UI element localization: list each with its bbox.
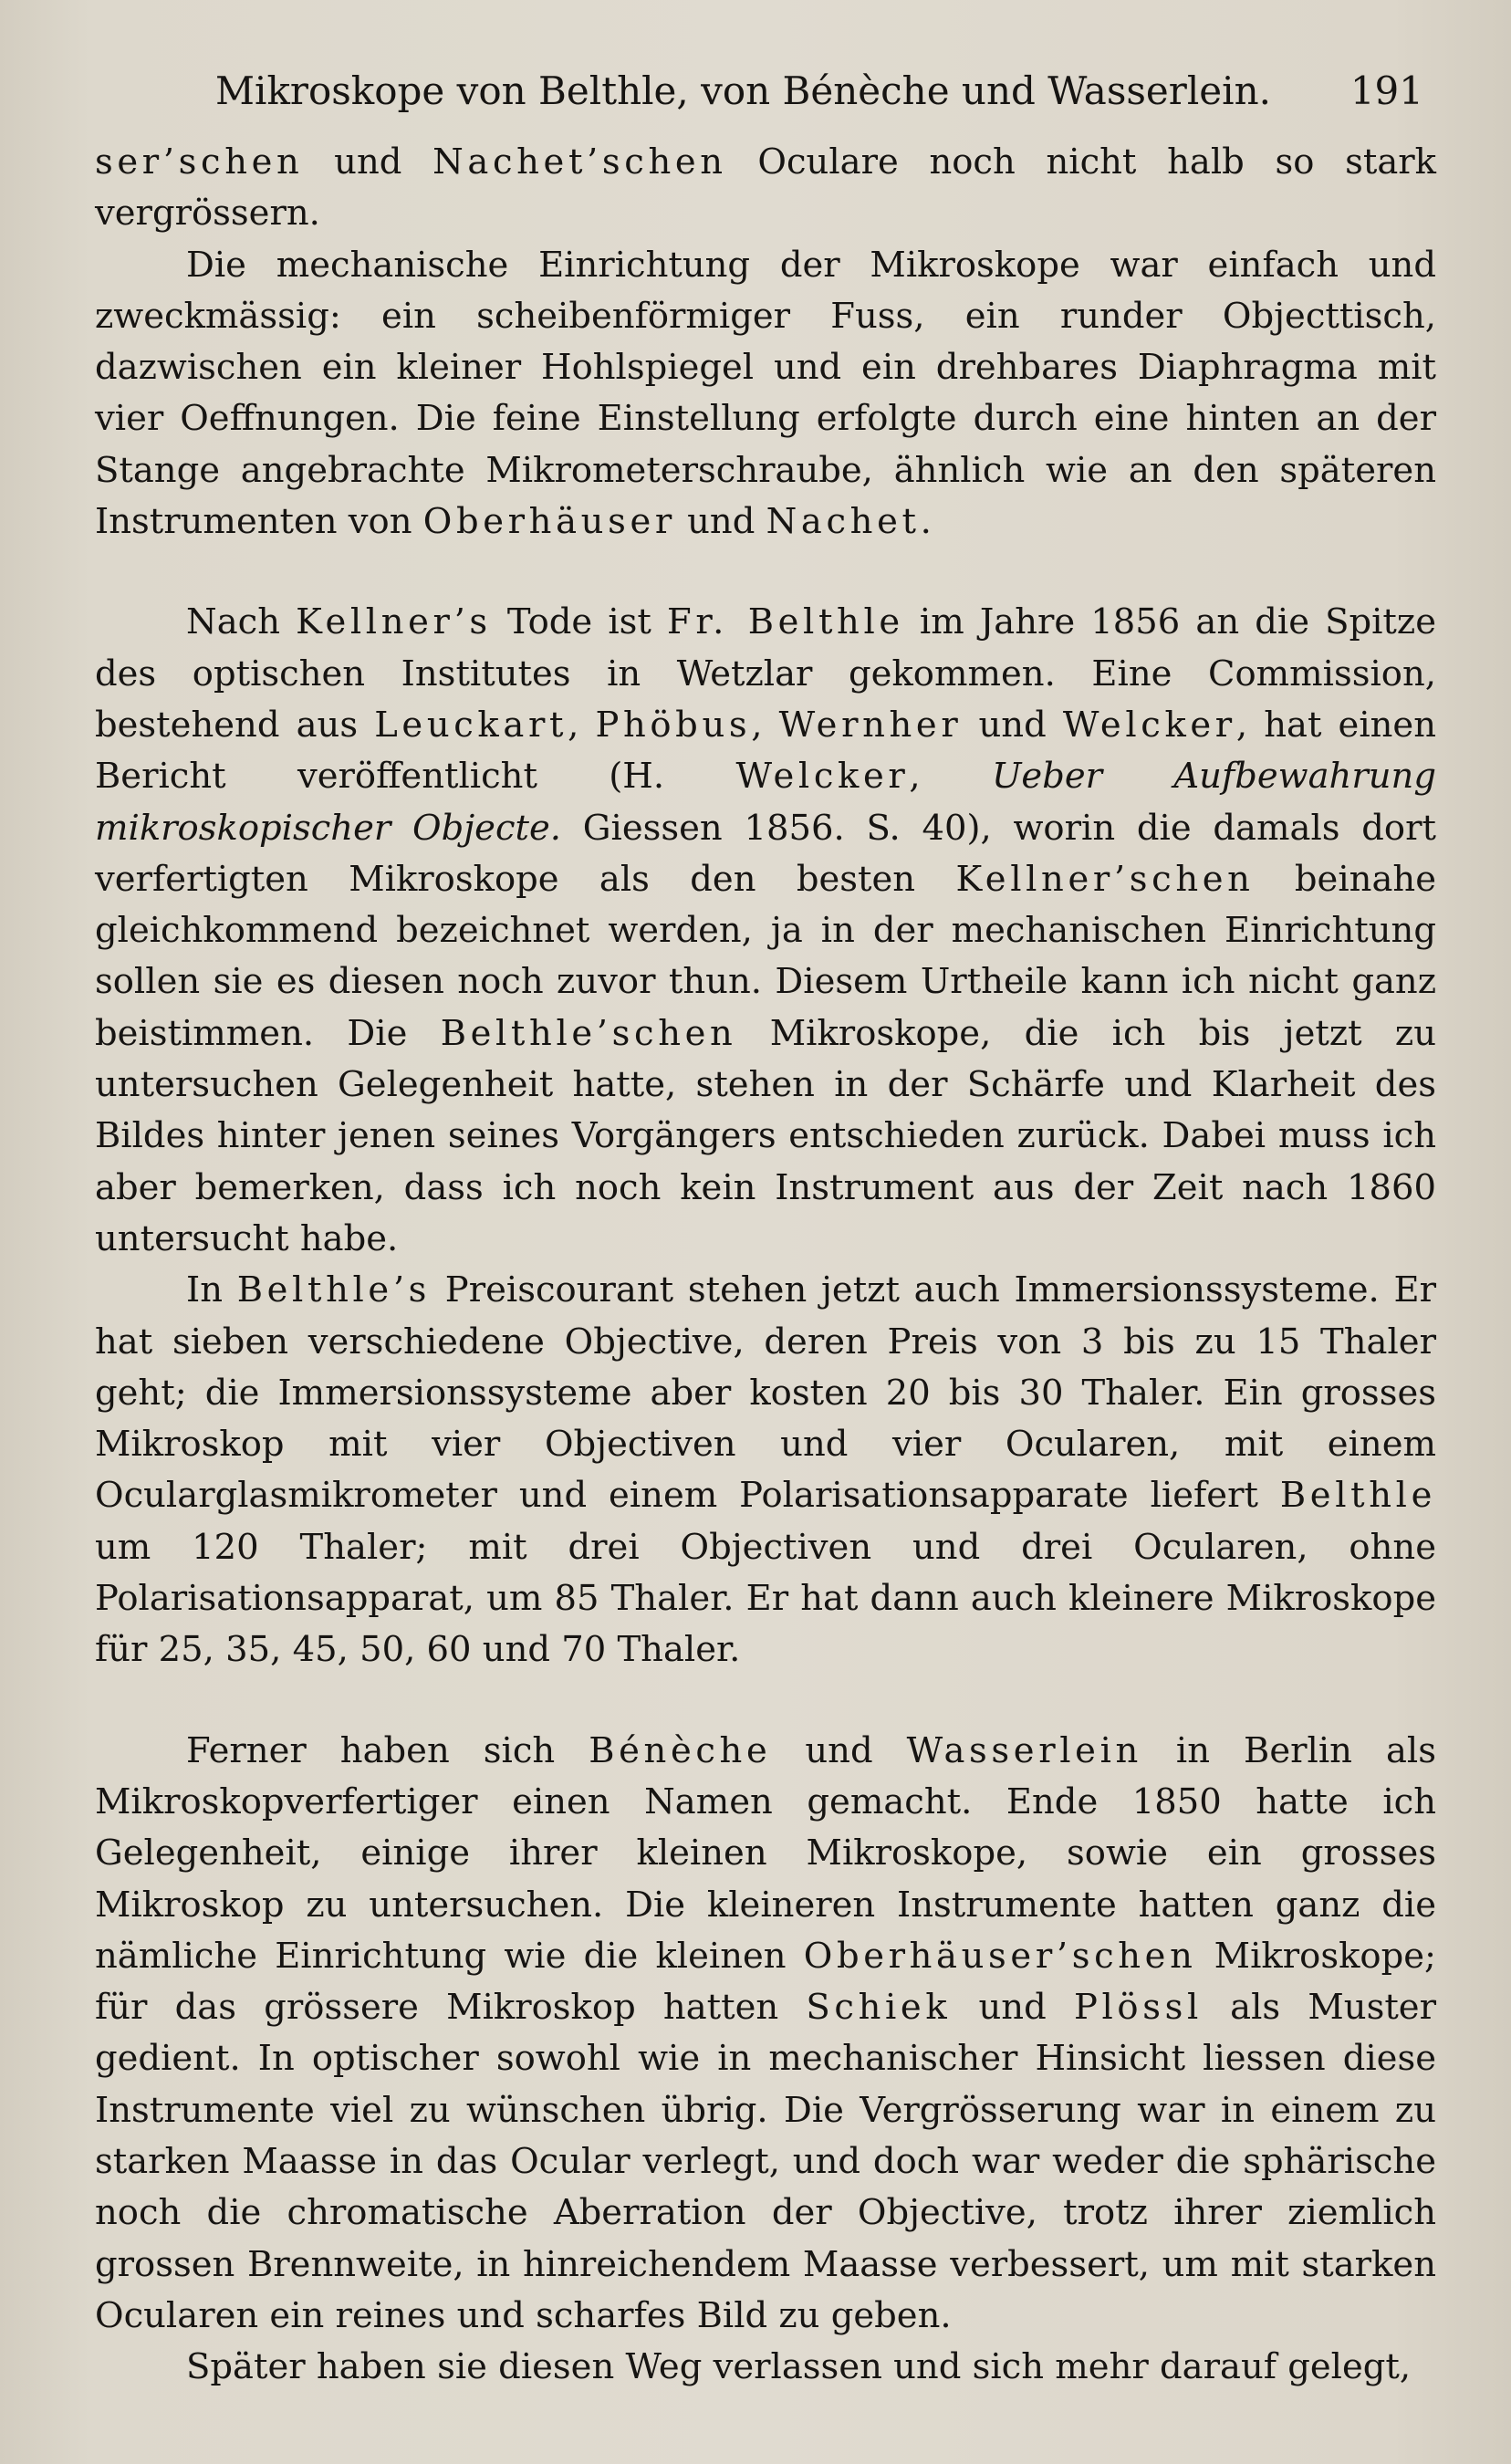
text-run: Oculare noch nicht halb so stark vergrössern. <box>95 141 1437 235</box>
text-run: Ferner haben sich <box>186 1729 589 1771</box>
paragraph-5 <box>95 1726 1436 2343</box>
running-title: Mikroskope von Belthle, von Bénèche und Wasserlein. <box>215 68 1271 113</box>
text-run: Giessen 1856. S. 40), worin die damals dort verfertigten Mikroskope als den besten <box>95 807 1436 900</box>
page-number: 191 <box>1349 68 1423 113</box>
spaced-name: Nachet’schen <box>432 141 727 183</box>
text-run: Mikroskope, die ich bis jetzt zu untersuchen Gelegenheit hatte, stehen in der Schärfe und Klarheit des Bildes hinter jenen seines Vorgängers entschieden zurück. Dabei muss ich aber bemerken, dass ich noch kein Instrument aus der Zeit nach 1860 untersucht habe. <box>95 1012 1436 1259</box>
spaced-name: Welcker <box>735 756 910 798</box>
spaced-name: Bénèche <box>589 1729 772 1771</box>
spaced-name: Schiek <box>806 1987 952 2029</box>
text-run: und <box>675 501 766 543</box>
spaced-name: Fr. Belthle <box>666 601 904 643</box>
text-run: Die mechanische Einrichtung der Mikroskope war einfach und zweckmässig: ein scheibenförmiger Fuss, ein runder Objecttisch, dazwischen ein kleiner Hohlspiegel und ein drehbares Diaphragma mit vier Oeffnungen. Die feine Einstellung erfolgte durch eine hinten an der Stange angebrachte Mikrometerschraube, ähnlich wie an den späteren Instrumenten von <box>95 244 1436 543</box>
spaced-name: Plössl <box>1073 1987 1203 2029</box>
paragraph-4 <box>95 1265 1436 1676</box>
text-run: , <box>751 704 779 746</box>
spaced-name: Oberhäuser <box>422 501 676 543</box>
text-run: , <box>909 756 992 798</box>
text-run: in Berlin als Mikroskopverfertiger einen Namen gemacht. Ende 1850 hatte ich Gelegenheit, einige ihrer kleinen Mikroskope, sowie ein grosses Mikroskop zu untersuchen. Die kleineren Instrumente hatten ganz die nämliche Einrichtung wie die kleinen <box>95 1729 1436 1977</box>
text-run: . <box>920 501 932 543</box>
text-run: beinahe gleichkommend bezeichnet werden, ja in der mechanischen Einrichtung sollen sie es diesen noch zuvor thun. Diesem Urtheile kann ich nicht ganz beistimmen. Die <box>95 858 1436 1054</box>
text-run: und <box>951 1987 1074 2029</box>
spaced-name: Oberhäuser’schen <box>803 1935 1197 1977</box>
page-header <box>215 64 1423 119</box>
spaced-name: Belthle <box>1279 1475 1436 1517</box>
spaced-name: Wernher <box>778 704 963 746</box>
text-run: Tode ist <box>491 601 667 643</box>
text-run: und <box>303 141 433 183</box>
spaced-name: Kellner’schen <box>955 858 1255 900</box>
spaced-name: Kellner’s <box>296 601 492 643</box>
text-run: und <box>962 704 1063 746</box>
text-run: Später haben sie diesen Weg verlassen und sich mehr darauf gelegt, <box>186 2346 1412 2388</box>
text-run: Mikroskope; für das grössere Mikroskop hatten <box>95 1935 1436 2029</box>
text-run: als Muster gedient. In optischer sowohl wie in mechanischer Hinsicht liessen diese Instrumente viel zu wünschen übrig. Die Vergrösserung war in einem zu starken Maasse in das Ocular verlegt, und doch war weder die sphärische noch die chromatische Aberration der Objective, trotz ihrer ziemlich grossen Brennweite, in hinreichendem Maasse verbessert, um mit starken Ocularen ein reines und scharfes Bild zu geben. <box>95 1987 1437 2336</box>
spaced-name: Belthle’schen <box>440 1012 737 1054</box>
paragraph-6 <box>95 2342 1436 2393</box>
text-run: , <box>568 704 596 746</box>
text-run: im Jahre 1856 an die Spitze des optischen Institutes in Wetzlar gekommen. Eine Commission, bestehend aus <box>95 601 1436 746</box>
paragraph-3 <box>95 597 1436 1265</box>
spaced-name: Phöbus <box>595 704 752 746</box>
body-text <box>95 137 1436 2393</box>
spaced-name: Belthle’s <box>236 1269 432 1311</box>
spaced-name: Welcker <box>1062 704 1236 746</box>
italic-title: Ueber Aufbewahrung mikroskopischer Objecte. <box>95 756 1436 849</box>
text-run: In <box>186 1269 237 1311</box>
spaced-name: Leuckart <box>374 704 568 746</box>
paragraph-2 <box>95 240 1436 548</box>
spaced-name: Wasserlein <box>906 1729 1142 1771</box>
text-run: Preiscourant stehen jetzt auch Immersionssysteme. Er hat sieben verschiedene Objective, deren Preis von 3 bis zu 15 Thaler geht; die Immersionssysteme aber kosten 20 bis 30 Thaler. Ein grosses Mikroskop mit vier Objectiven und vier Ocularen, mit einem Ocularglasmikrometer und einem Polarisationsapparate liefert <box>95 1269 1436 1517</box>
spaced-name: Nachet <box>766 501 921 543</box>
spaced-name: ser’schen <box>95 141 304 183</box>
text-run: , hat einen Bericht veröffentlicht (H. <box>95 704 1437 798</box>
text-run: und <box>771 1729 907 1771</box>
paragraph-1 <box>95 137 1436 240</box>
text-run: Nach <box>186 601 297 643</box>
text-run: um 120 Thaler; mit drei Objectiven und drei Ocularen, ohne Polarisationsapparat, um 85 Thaler. Er hat dann auch kleinere Mikroskope für 25, 35, 45, 50, 60 und 70 Thaler. <box>95 1526 1436 1671</box>
